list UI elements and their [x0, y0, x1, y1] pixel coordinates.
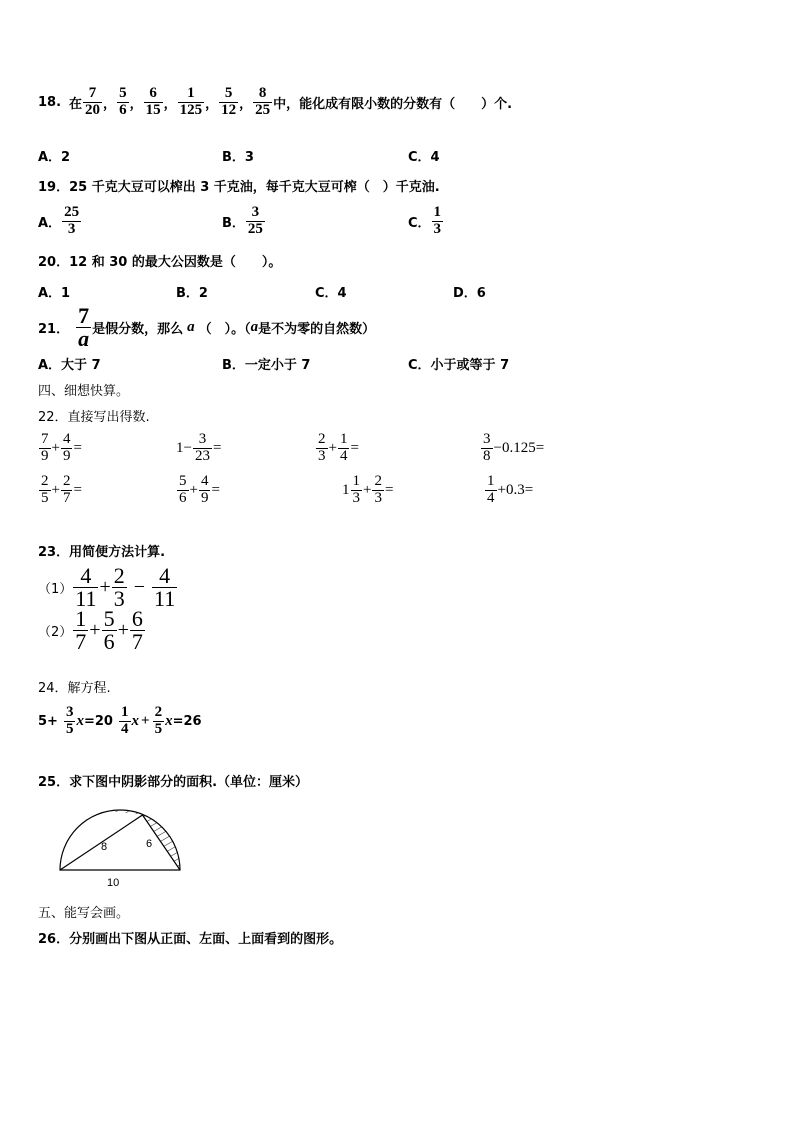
q19-option-a-fraction: $\frac{25}{3}$	[64, 204, 80, 237]
section-4-heading: 四、细想快算。	[38, 384, 130, 399]
q21-fraction: $\frac{7}{a}$	[78, 303, 90, 351]
q22-item-g: 1 $\frac{1}{3}$ + $\frac{2}{3}$ =	[342, 473, 394, 506]
q22-item-d: $\frac{3}{8}$ − 0.125 =	[483, 431, 545, 464]
q18-prefix: 在	[69, 96, 83, 112]
q25-semicircle-figure	[55, 805, 195, 890]
q26-stem: 26．分别画出下图从正面、左面、上面看到的图形。	[38, 932, 343, 947]
q19-stem: 19．25 千克大豆可以榨出 3 千克油，每千克大豆可榨（ ）千克油.	[38, 180, 440, 195]
q20-option-d: D．6	[453, 286, 486, 301]
q18-stem: 18. 在 $\frac{7}{20}$ ， $\frac{5}{6}$ ， $\frac{6}{15}$ ， $\frac{1}{125}$ ， $\frac{5}{12}$ ， $\frac{8}{25}$ 中，能化成有限小数的分数有（ ）个.	[38, 85, 513, 118]
q22-title: 22．直接写出得数.	[38, 410, 150, 425]
q22-item-a: $\frac{7}{9}$ + $\frac{4}{9}$ =	[41, 431, 82, 464]
q22-item-b: 1 − $\frac{3}{23}$ =	[176, 431, 222, 464]
q20-option-c: C．4	[315, 286, 347, 301]
q22-item-e: $\frac{2}{5}$ + $\frac{2}{7}$ =	[41, 473, 82, 506]
q21-option-c: C．小于或等于 7	[408, 358, 510, 373]
q19-option-b-fraction: $\frac{3}{25}$	[247, 204, 263, 237]
q20-option-b: B．2	[176, 286, 208, 301]
q18-fraction: $\frac{6}{15}$	[145, 85, 161, 118]
q25-title: 25．求下图中阴影部分的面积.（单位：厘米）	[38, 775, 309, 790]
q20-stem: 20．12 和 30 的最大公因数是（ ）。	[38, 255, 282, 270]
q25-label-8: 8	[101, 841, 108, 853]
q21-option-b: B．一定小于 7	[222, 358, 311, 373]
q20-option-a: A．1	[38, 286, 71, 301]
q23-part-2: （2） $\frac{1}{7}$ + $\frac{5}{6}$ + $\frac{6}{7}$	[38, 606, 143, 654]
q24-equation-1: 5+ $\frac{3}{5}$ x =20	[38, 704, 113, 737]
q22-item-f: $\frac{5}{6}$ + $\frac{4}{9}$ =	[179, 473, 220, 506]
q18-option-b: B．3	[222, 150, 254, 165]
q24-equation-2: $\frac{1}{4}$ x + $\frac{2}{5}$ x =26	[121, 704, 202, 737]
q18-number: 18.	[38, 94, 62, 110]
q18-fraction: $\frac{5}{12}$	[221, 85, 237, 118]
section-5-heading: 五、能写会画。	[38, 906, 130, 921]
q19-option-a: A． $\frac{25}{3}$	[38, 204, 80, 237]
q18-option-c: C．4	[408, 150, 440, 165]
q18-fraction: $\frac{1}{125}$	[179, 85, 203, 118]
q18-fraction: $\frac{7}{20}$	[85, 85, 101, 118]
q19-option-b: B． $\frac{3}{25}$	[222, 204, 263, 237]
q21-option-a: A．大于 7	[38, 358, 101, 373]
q19-option-c: C． $\frac{1}{3}$	[408, 204, 442, 237]
q23-title: 23．用简便方法计算.	[38, 545, 166, 560]
q24-title: 24．解方程.	[38, 681, 111, 696]
q18-suffix: 中，能化成有限小数的分数有（ ）个.	[273, 96, 513, 112]
q23-part-1: （1） $\frac{4}{11}$ + $\frac{2}{3}$ − $\frac{4}{11}$	[38, 563, 176, 611]
q22-item-h: $\frac{1}{4}$ + 0.3 =	[487, 473, 534, 506]
q18-fraction: $\frac{8}{25}$	[255, 85, 271, 118]
q25-label-10: 10	[107, 877, 120, 889]
q22-item-c: $\frac{2}{3}$ + $\frac{1}{4}$ =	[318, 431, 359, 464]
q25-label-6: 6	[146, 838, 153, 850]
q19-option-c-fraction: $\frac{1}{3}$	[433, 204, 442, 237]
q18-option-a: A．2	[38, 150, 71, 165]
q21-stem: 21． $\frac{7}{a}$ 是假分数，那么 a （ ）。（ a 是不为零的自然数）	[38, 303, 376, 351]
q18-fraction: $\frac{5}{6}$	[119, 85, 127, 118]
